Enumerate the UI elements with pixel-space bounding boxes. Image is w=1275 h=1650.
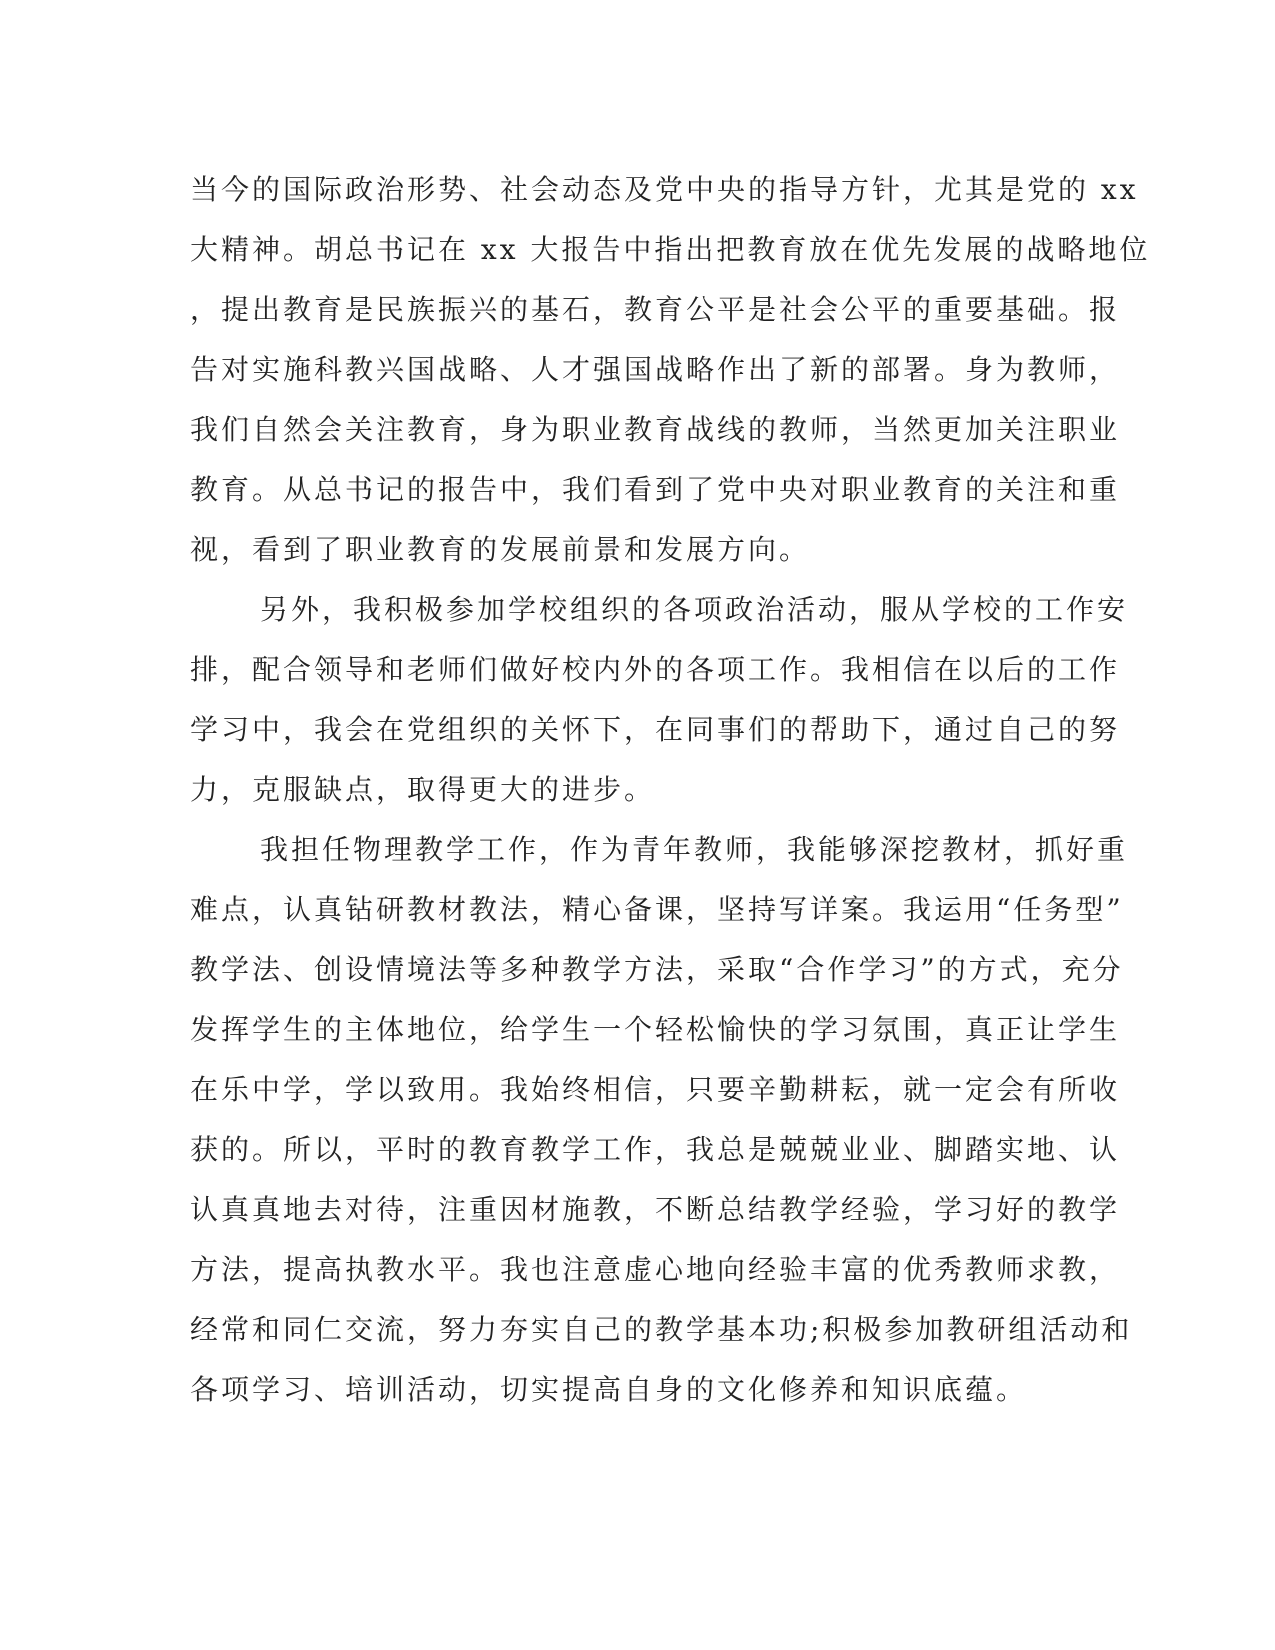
paragraph-line: 力，克服缺点，取得更大的进步。 — [190, 773, 656, 806]
document-body — [190, 160, 1151, 1420]
paragraph-line: 我们自然会关注教育，身为职业教育战线的教师，当然更加关注职业 — [190, 413, 1121, 446]
paragraph-line: 视，看到了职业教育的发展前景和发展方向。 — [190, 533, 811, 566]
paragraph-line: 当今的国际政治形势、社会动态及党中央的指导方针，尤其是党的 xx — [190, 173, 1139, 206]
paragraph-line: 学习中，我会在党组织的关怀下，在同事们的帮助下，通过自己的努 — [190, 713, 1121, 746]
paragraph-line: 我担任物理教学工作，作为青年教师，我能够深挖教材，抓好重 — [260, 833, 1129, 866]
paragraph-line: 排，配合领导和老师们做好校内外的各项工作。我相信在以后的工作 — [190, 653, 1121, 686]
paragraph-line: 方法，提高执教水平。我也注意虚心地向经验丰富的优秀教师求教， — [190, 1253, 1121, 1286]
paragraph-line: 经常和同仁交流，努力夯实自己的教学基本功;积极参加教研组活动和 — [190, 1313, 1133, 1346]
paragraph-line: 另外，我积极参加学校组织的各项政治活动，服从学校的工作安 — [260, 593, 1129, 626]
paragraph-line: 难点，认真钻研教材教法，精心备课，坚持写详案。我运用“任务型” — [190, 893, 1124, 926]
paragraph-line: 告对实施科教兴国战略、人才强国战略作出了新的部署。身为教师， — [190, 353, 1121, 386]
paragraph-3 — [190, 820, 1133, 1420]
paragraph-2 — [190, 580, 1129, 820]
paragraph-1 — [190, 160, 1151, 580]
paragraph-line: 各项学习、培训活动，切实提高自身的文化修养和知识底蕴。 — [190, 1373, 1028, 1406]
paragraph-line: 教育。从总书记的报告中，我们看到了党中央对职业教育的关注和重 — [190, 473, 1121, 506]
paragraph-line: 获的。所以，平时的教育教学工作，我总是兢兢业业、脚踏实地、认 — [190, 1133, 1121, 1166]
paragraph-line: 认真真地去对待，注重因材施教，不断总结教学经验，学习好的教学 — [190, 1193, 1121, 1226]
paragraph-line: 发挥学生的主体地位，给学生一个轻松愉快的学习氛围，真正让学生 — [190, 1013, 1121, 1046]
paragraph-line: 教学法、创设情境法等多种教学方法，采取“合作学习”的方式，充分 — [190, 953, 1124, 986]
paragraph-line: ，提出教育是民族振兴的基石，教育公平是社会公平的重要基础。报 — [190, 293, 1121, 326]
paragraph-line: 大精神。胡总书记在 xx 大报告中指出把教育放在优先发展的战略地位 — [190, 233, 1151, 266]
paragraph-line: 在乐中学，学以致用。我始终相信，只要辛勤耕耘，就一定会有所收 — [190, 1073, 1121, 1106]
